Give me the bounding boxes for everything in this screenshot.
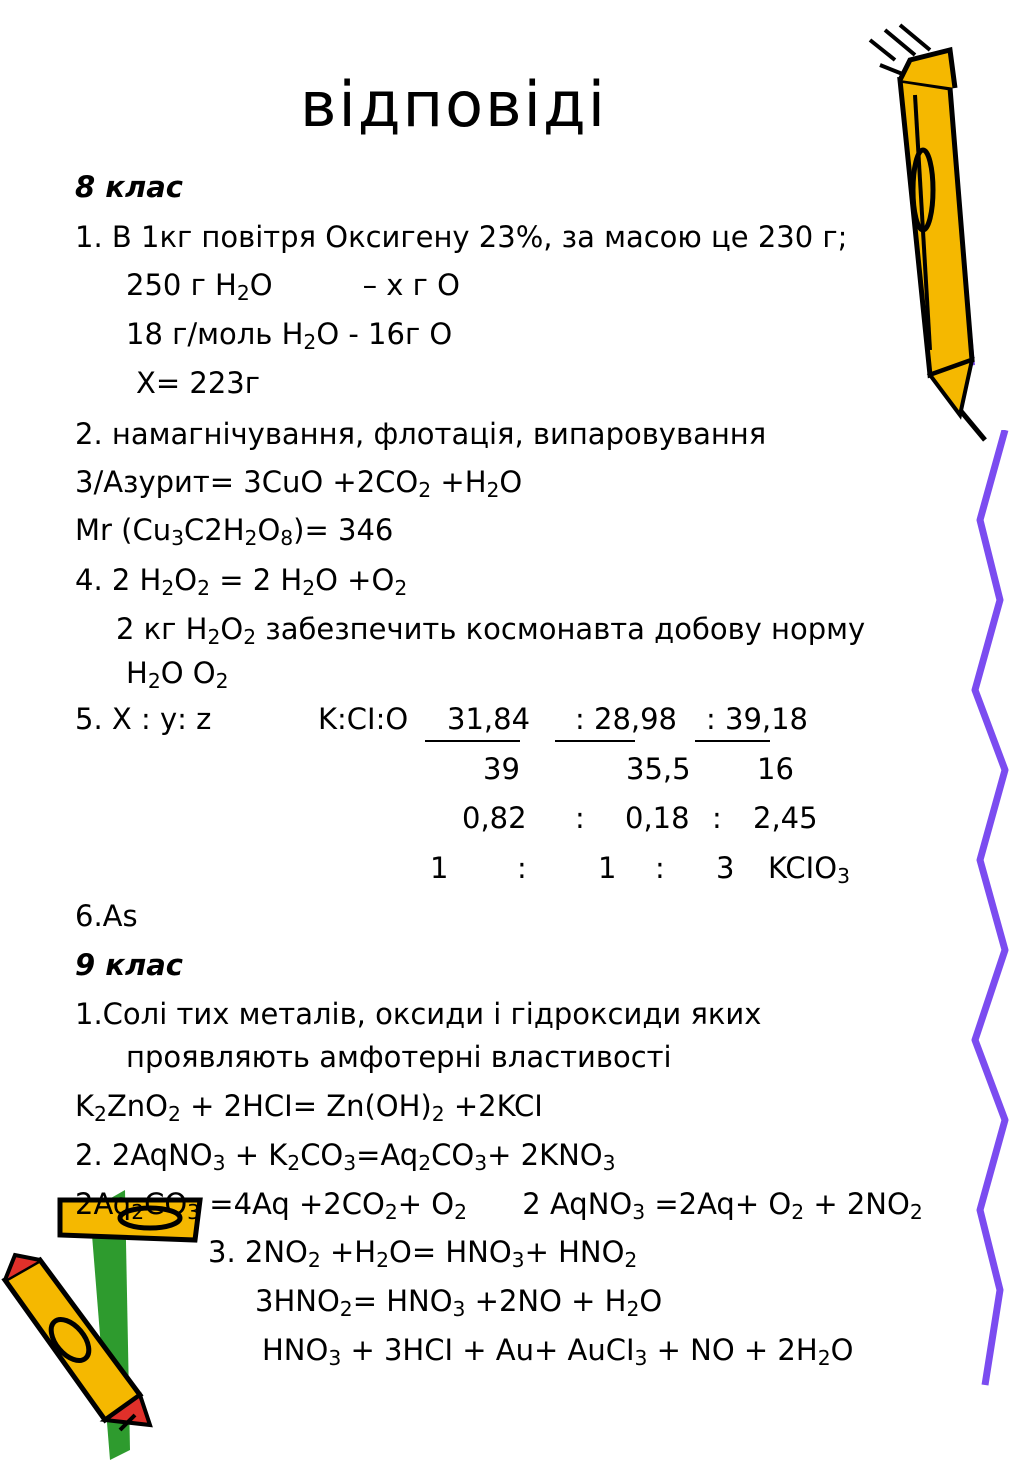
grade8-answer-5-numerator-1: 31,84 xyxy=(447,702,531,736)
grade8-answer-5-ratio: K:CI:O xyxy=(318,702,409,736)
grade8-answer-5-colon-3: : xyxy=(517,851,527,885)
grade9-answer-3-equation-2: $3HNO_2= HNO_3 +2NO + H_2O$ xyxy=(255,1284,663,1322)
grade8-answer-5-denominator-3: 16 xyxy=(757,752,794,786)
grade8-answer-1-result: Х= 223г xyxy=(136,366,260,400)
grade-9-heading: 9 клас xyxy=(75,948,183,982)
page-title: відповіді xyxy=(300,68,607,141)
grade8-answer-5-denominator-2: 35,5 xyxy=(626,752,691,786)
fraction-bar-3 xyxy=(695,740,770,742)
grade8-answer-5-label: 5. X : у: z xyxy=(75,702,212,736)
grade9-answer-3-equation-1: 3. $2NO_2 +H_2O= HNO_3+ HNO_2$ xyxy=(208,1235,638,1273)
grade8-answer-2: 2. намагнічування, флотація, випаровування xyxy=(75,417,767,451)
grade8-answer-5-ratio-value-3: 2,45 xyxy=(753,801,818,835)
grade9-answer-1-line1: 1.Солі тих металів, оксиди і гідроксиди яких xyxy=(75,997,762,1031)
grade8-answer-6: 6.As xyxy=(75,899,138,933)
grade8-answer-5-simple-2: 1 xyxy=(598,851,617,885)
grade8-answer-1-line3: 18 г/моль $H_2O - 16г$ О xyxy=(126,317,453,355)
fraction-bar-1 xyxy=(425,740,520,742)
grade-8-heading: 8 клас xyxy=(75,170,183,204)
grade8-answer-3-molar-mass: Mr $(Cu_3C2H_2O_8)= 346$ xyxy=(75,513,394,551)
grade8-answer-1-line2: 250 г $H_2O$ – х г О xyxy=(126,268,460,306)
grade9-answer-2-decomposition: $2Aq_2CO_3 =4Aq +2CO_2+ O_2$ 2 AqNO$_3$ $=2Aq+ O_2 + 2NO_2$ xyxy=(75,1187,923,1225)
grade8-answer-5-formula: $KCIO_3$ xyxy=(768,851,850,889)
pencils-illustration-bottom-left xyxy=(0,1180,210,1470)
grade9-answer-1-equation: $K_2ZnO_2 + 2HCI= Zn(OH)_2 +2KCI$ xyxy=(75,1089,543,1127)
grade8-answer-5-denominator-1: 39 xyxy=(483,752,520,786)
grade8-answer-4-line2: 2 кг $H_2O_2$ забезпечить космонавта добову норму xyxy=(116,612,866,650)
grade8-answer-3-equation: 3/Азурит= $3CuO +2CO_2 +H_2O$ xyxy=(75,465,523,503)
grade8-answer-4-equation: 4. 2 $H_2O_2 = 2$ $H_2O +O_2$ xyxy=(75,563,408,601)
grade8-answer-1: 1. В 1кг повітря Оксигену 23%, за масою це 230 г; xyxy=(75,220,848,254)
grade8-answer-5-colon-2: : xyxy=(712,801,722,835)
grade8-answer-5-colon-1: : xyxy=(575,801,585,835)
grade9-answer-3-equation-3: $HNO_3 + 3HCI + Au+$ AuCI$_3$ + NO + $2H_2O$ xyxy=(262,1333,854,1371)
grade9-answer-1-line2: проявляють амфотерні властивості xyxy=(126,1040,672,1074)
grade8-answer-5-simple-1: 1 xyxy=(430,851,449,885)
grade8-answer-5-numerator-3: : 39,18 xyxy=(706,702,809,736)
grade8-answer-5-colon-4: : xyxy=(655,851,665,885)
grade8-answer-5-ratio-value-2: 0,18 xyxy=(625,801,690,835)
grade8-answer-5-simple-3: 3 xyxy=(716,851,735,885)
fraction-bar-2 xyxy=(555,740,635,742)
wavy-line-decoration xyxy=(960,430,1020,1390)
pencil-illustration-top-right xyxy=(860,20,1000,450)
grade8-answer-5-ratio-value-1: 0,82 xyxy=(462,801,527,835)
grade8-answer-5-numerator-2: : 28,98 xyxy=(575,702,678,736)
grade9-answer-2-equation: 2. 2AqNO$_3$ + $K_2CO_3=Aq_2CO_3+ 2KNO_3$ xyxy=(75,1138,616,1176)
grade8-answer-4-line3: $H_2O$ $O_2$ xyxy=(126,656,229,694)
